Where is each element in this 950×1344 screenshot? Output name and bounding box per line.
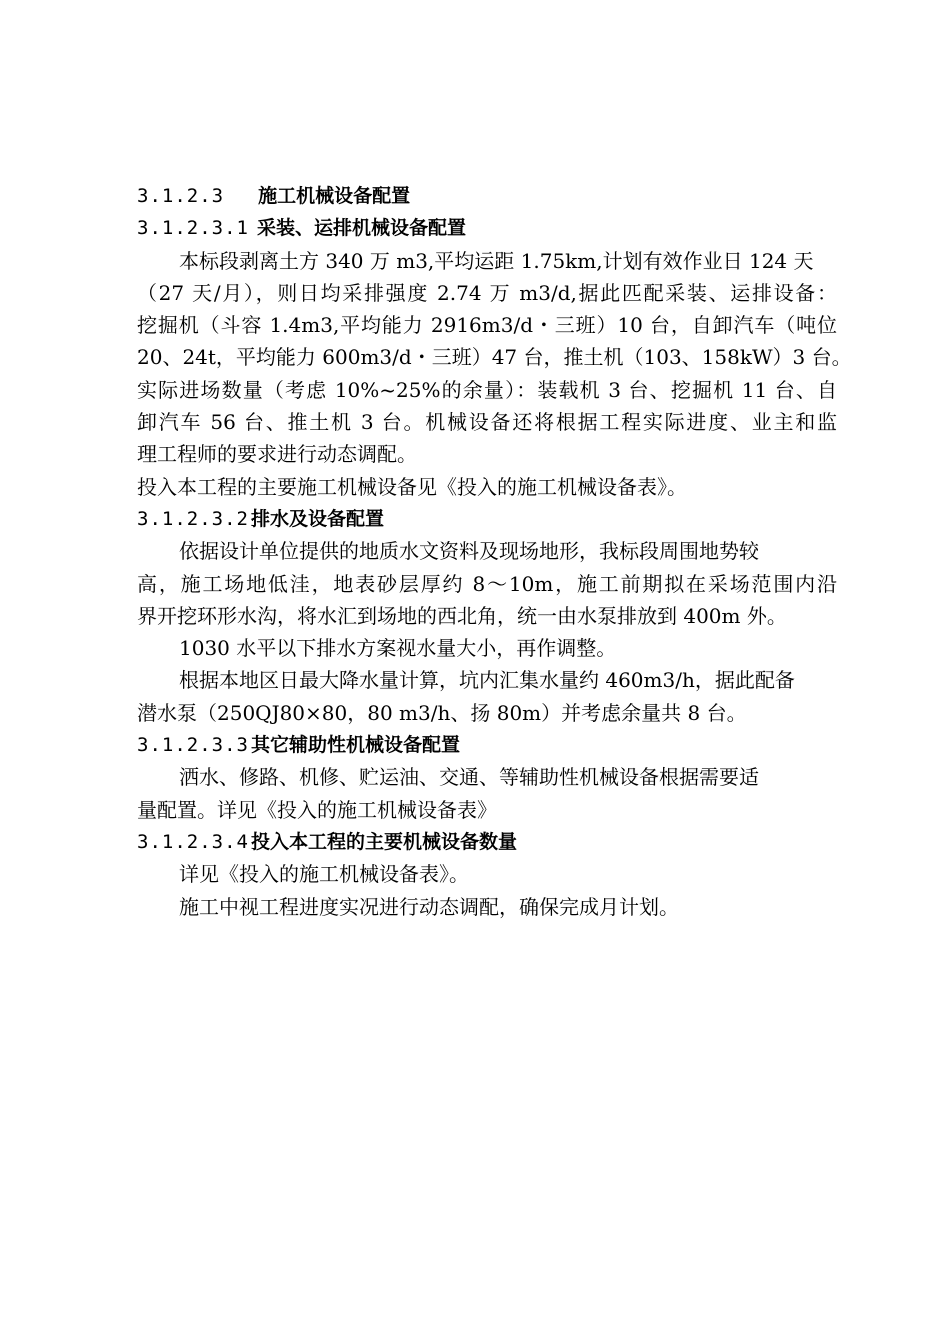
section-number: 3.1.2.3 — [137, 185, 225, 207]
paragraph-line: 根据本地区日最大降水量计算，坑内汇集水量约 460m3/h，据此配备 — [179, 668, 795, 693]
paragraph-line: 依据设计单位提供的地质水文资料及现场地形，我标段周围地势较 — [179, 539, 759, 564]
section-heading — [137, 180, 837, 212]
paragraph-line: 挖掘机（斗容 1.4m3,平均能力 2916m3/d・三班）10 台，自卸汽车（吨位 — [137, 313, 837, 338]
document-body — [137, 180, 852, 923]
subsection-heading-4 — [137, 826, 837, 858]
subsection-number: 3.1.2.3.4 — [137, 830, 249, 853]
subsection-heading-2 — [137, 503, 837, 535]
paragraph-line: 高，施工场地低洼，地表砂层厚约 8～10m，施工前期拟在采场范围内沿 — [137, 571, 837, 596]
paragraph-line: 量配置。详见《投入的施工机械设备表》 — [137, 797, 497, 822]
paragraph-line: 卸汽车 56 台、推土机 3 台。机械设备还将根据工程实际进度、业主和监 — [137, 410, 837, 435]
subsection-heading-1 — [137, 212, 837, 244]
section-title: 施工机械设备配置 — [258, 185, 411, 207]
subsection-title: 其它辅助性机械设备配置 — [250, 734, 460, 757]
paragraph-line: 潜水泵（250QJ80×80，80 m3/h、扬 80m）并考虑余量共 8 台。 — [137, 700, 747, 725]
paragraph-line: 20、24t，平均能力 600m3/d・三班）47 台，推土机（103、158kW）3 台。 — [137, 345, 852, 370]
paragraph-line: 本标段剥离土方 340 万 m3,平均运距 1.75km,计划有效作业日 124 天 — [179, 248, 814, 273]
paragraph-line: （27 天/月），则日均采排强度 2.74 万 m3/d,据此匹配采装、运排设备： — [137, 280, 837, 305]
subsection-title: 投入本工程的主要机械设备数量 — [250, 830, 517, 853]
subsection-heading-3 — [137, 729, 837, 761]
subsection-number: 3.1.2.3.3 — [137, 734, 249, 757]
paragraph-line: 1030 水平以下排水方案视水量大小，再作调整。 — [179, 636, 617, 661]
paragraph-line: 理工程师的要求进行动态调配。 — [137, 442, 417, 467]
paragraph-line: 详见《投入的施工机械设备表》。 — [179, 862, 469, 887]
paragraph-line: 实际进场数量（考虑 10%~25%的余量）：装载机 3 台、挖掘机 11 台、自 — [137, 377, 837, 402]
subsection-title: 排水及设备配置 — [250, 507, 384, 530]
subsection-title: 采装、运排机械设备配置 — [256, 217, 466, 240]
paragraph-line: 洒水、修路、机修、贮运油、交通、等辅助性机械设备根据需要适 — [179, 765, 759, 790]
paragraph-line: 施工中视工程进度实况进行动态调配，确保完成月计划。 — [179, 894, 679, 919]
paragraph-line: 界开挖环形水沟，将水汇到场地的西北角，统一由水泵排放到 400m 外。 — [137, 603, 787, 628]
subsection-number: 3.1.2.3.1 — [137, 217, 249, 240]
paragraph-note: 投入本工程的主要施工机械设备见《投入的施工机械设备表》。 — [137, 474, 687, 499]
subsection-number: 3.1.2.3.2 — [137, 507, 249, 530]
